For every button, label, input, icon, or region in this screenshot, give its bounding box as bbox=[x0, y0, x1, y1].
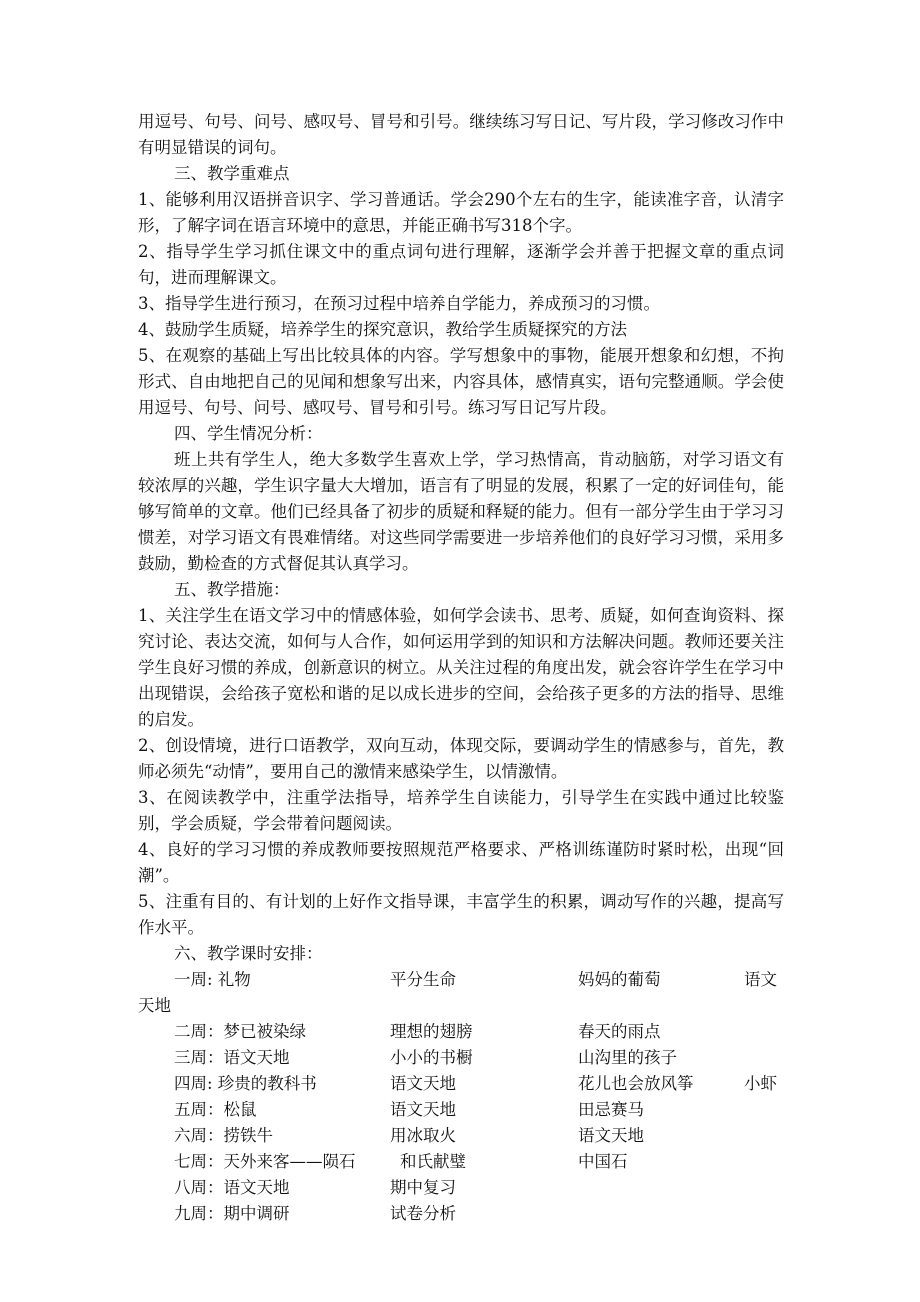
key-point-3: 3、指导学生进行预习，在预习过程中培养自学能力，养成预习的习惯。 bbox=[138, 294, 660, 313]
schedule-week: 五周：松鼠 bbox=[174, 1100, 257, 1119]
schedule-row bbox=[138, 1071, 784, 1097]
schedule-lesson: 小虾 bbox=[744, 1074, 777, 1093]
schedule-week: 八周：语文天地 bbox=[174, 1178, 290, 1197]
schedule-week: 三周：语文天地 bbox=[174, 1048, 290, 1067]
schedule-row bbox=[138, 1175, 784, 1201]
heading-measures: 五、教学措施： bbox=[174, 580, 290, 599]
intro-paragraph: 用逗号、句号、问号、感叹号、冒号和引号。继续练习写日记、写片段，学习修改习作中有明显错误的词句。 bbox=[138, 112, 784, 157]
schedule-row bbox=[138, 1019, 784, 1045]
measure-5: 5、注重有目的、有计划的上好作文指导课，丰富学生的积累，调动写作的兴趣，提高写作水平。 bbox=[138, 892, 784, 937]
schedule-lesson: 山沟里的孩子 bbox=[578, 1048, 677, 1067]
schedule-row bbox=[138, 1149, 784, 1175]
schedule-lesson: 田忌赛马 bbox=[578, 1100, 644, 1119]
schedule-row bbox=[138, 1123, 784, 1149]
key-point-1: 1、能够利用汉语拼音识字、学习普通话。学会290个左右的生字，能读准字音，认清字形，了解字词在语言环境中的意思，并能正确书写318个字。 bbox=[138, 190, 784, 235]
schedule-lesson: 和氏献璧 bbox=[400, 1152, 466, 1171]
schedule-lesson: 中国石 bbox=[578, 1152, 628, 1171]
schedule-lesson: 春天的雨点 bbox=[578, 1022, 661, 1041]
schedule-week: 七周：天外来客——陨石 bbox=[174, 1152, 356, 1171]
heading-key-points: 三、教学重难点 bbox=[174, 164, 290, 183]
schedule-lesson: 语文天地 bbox=[390, 1074, 456, 1093]
key-point-5: 5、在观察的基础上写出比较具体的内容。学写想象中的事物，能展开想象和幻想，不拘形式、自由地把自己的见闻和想象写出来，内容具体，感情真实，语句完整通顺。学会使用逗号、句号、问号、感叹号、冒号和引号。练习写日记写片段。 bbox=[138, 346, 784, 417]
measure-4: 4、良好的学习习惯的养成教师要按照规范严格要求、严格训练谨防时紧时松，出现“回潮”。 bbox=[138, 840, 784, 885]
schedule-row bbox=[138, 1097, 784, 1123]
measure-3: 3、在阅读教学中，注重学法指导，培养学生自读能力，引导学生在实践中通过比较鉴别，学会质疑，学会带着问题阅读。 bbox=[138, 788, 784, 833]
student-analysis-paragraph: 班上共有学生人，绝大多数学生喜欢上学，学习热情高，肯动脑筋，对学习语文有较浓厚的兴趣，学生识字量大大增加，语言有了明显的发展，积累了一定的好词佳句，能够写简单的文章。他们已经具备了初步的质疑和释疑的能力。但有一部分学生由于学习习惯差，对学习语文有畏难情绪。对这些同学需要进一步培养他们的良好学习习惯，采用多鼓励，勤检查的方式督促其认真学习。 bbox=[138, 450, 784, 573]
schedule-week: 九周：期中调研 bbox=[174, 1204, 290, 1223]
schedule-week: 四周: 珍贵的教科书 bbox=[174, 1074, 317, 1093]
schedule-row bbox=[138, 1201, 784, 1227]
schedule-week: 六周：捞铁牛 bbox=[174, 1126, 273, 1145]
schedule-week: 二周：梦已被染绿 bbox=[174, 1022, 306, 1041]
measure-1: 1、关注学生在语文学习中的情感体验，如何学会读书、思考、质疑，如何查询资料、探究讨论、表达交流，如何与人合作，如何运用学到的知识和方法解决问题。教师还要关注学生良好习惯的养成，创新意识的树立。从关注过程的角度出发，就会容许学生在学习中出现错误，会给孩子宽松和谐的足以成长进步的空间，会给孩子更多的方法的指导、思维的启发。 bbox=[138, 606, 784, 729]
schedule-week: 一周: 礼物 bbox=[174, 970, 251, 989]
schedule-lesson: 妈妈的葡萄 bbox=[578, 970, 661, 989]
schedule-lesson: 用冰取火 bbox=[390, 1126, 456, 1145]
schedule-lesson: 期中复习 bbox=[390, 1178, 456, 1197]
schedule-row bbox=[138, 1045, 784, 1071]
schedule-table bbox=[138, 967, 784, 1227]
schedule-lesson: 花儿也会放风筝 bbox=[578, 1074, 694, 1093]
document-body bbox=[138, 109, 784, 1227]
schedule-lesson: 理想的翅膀 bbox=[390, 1022, 473, 1041]
schedule-lesson: 试卷分析 bbox=[390, 1204, 456, 1223]
schedule-row bbox=[138, 967, 784, 993]
schedule-lesson: 小小的书橱 bbox=[390, 1048, 473, 1067]
key-point-4: 4、鼓励学生质疑，培养学生的探究意识，教给学生质疑探究的方法 bbox=[138, 320, 627, 339]
heading-student-analysis: 四、学生情况分析： bbox=[174, 424, 323, 443]
schedule-lesson: 语文天地 bbox=[578, 1126, 644, 1145]
heading-schedule: 六、教学课时安排： bbox=[174, 944, 323, 963]
key-point-2: 2、指导学生学习抓住课文中的重点词句进行理解，逐渐学会并善于把握文章的重点词句，进而理解课文。 bbox=[138, 242, 784, 287]
schedule-wrap-text: 天地 bbox=[138, 996, 171, 1015]
schedule-lesson: 平分生命 bbox=[390, 970, 456, 989]
schedule-lesson: 语文天地 bbox=[390, 1100, 456, 1119]
measure-2: 2、创设情境，进行口语教学，双向互动，体现交际，要调动学生的情感参与，首先，教师必须先“动情”，要用自己的激情来感染学生，以情激情。 bbox=[138, 736, 784, 781]
schedule-lesson: 语文 bbox=[744, 970, 777, 989]
